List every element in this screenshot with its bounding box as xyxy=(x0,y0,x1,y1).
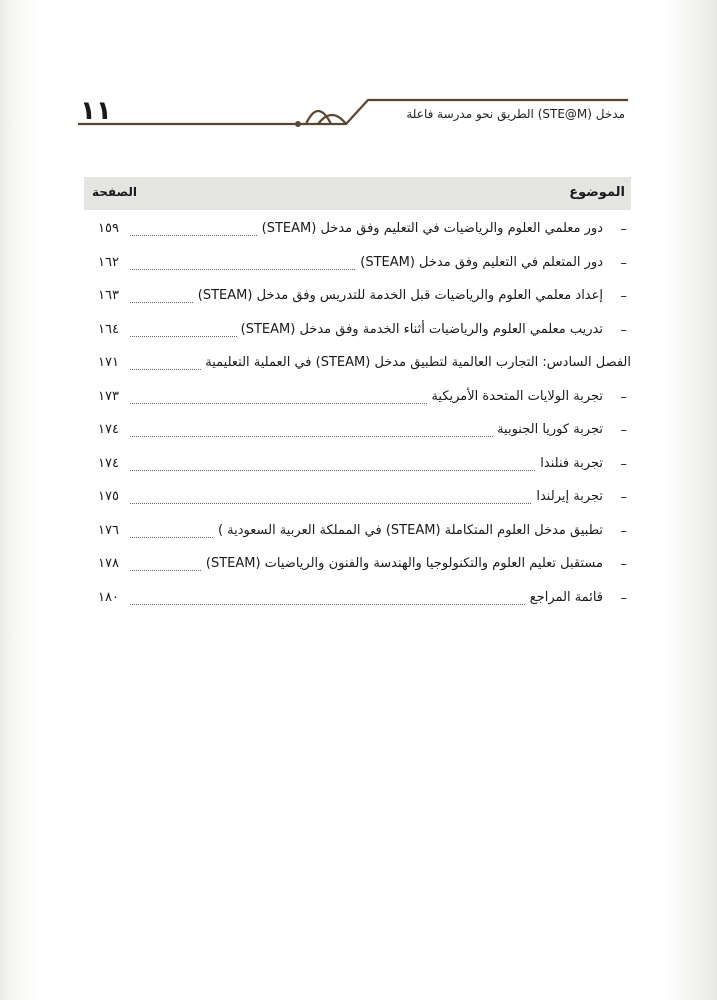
toc-entry-dash: – xyxy=(620,222,627,237)
toc-list xyxy=(84,215,631,617)
toc-entry-page: ١٧١ xyxy=(98,355,119,370)
toc-entry-dash: – xyxy=(620,423,627,438)
toc-entry-page: ١٦٢ xyxy=(98,254,119,270)
toc-entry xyxy=(84,416,631,450)
toc-entry-dash: – xyxy=(620,255,627,271)
toc-page-label: الصفحة xyxy=(92,185,138,199)
page-number: ١١ xyxy=(80,96,112,126)
header-dot-ornament xyxy=(295,121,301,127)
toc-entry-page: ١٥٩ xyxy=(98,221,119,236)
toc-entry-dash: – xyxy=(620,490,627,505)
toc-entry xyxy=(84,550,631,584)
toc-dot-leader xyxy=(130,470,601,471)
toc-entry-page: ١٧٤ xyxy=(98,455,119,471)
toc-entry-title: تجربة كوريا الجنوبية xyxy=(493,422,603,437)
toc-entry-title: تجربة فنلندا xyxy=(536,456,603,471)
toc-entry-dash: – xyxy=(620,456,627,472)
toc-entry-page: ١٦٣ xyxy=(98,288,119,303)
toc-entry xyxy=(84,517,631,551)
toc-entry-page: ١٨٠ xyxy=(98,589,119,605)
toc-chapter-title: الفصل السادس: التجارب العالمية لتطبيق مدخل (STEAM) في العملية التعليمية xyxy=(201,355,631,370)
toc-entry-title: تجربة الولايات المتحدة الأمريكية xyxy=(427,389,603,404)
toc-entry-dash: – xyxy=(620,557,627,572)
toc-entry-page: ١٧٦ xyxy=(98,522,119,538)
toc-topic-label: الموضوع xyxy=(569,185,625,200)
toc-entry-title: دور معلمي العلوم والرياضيات في التعليم وفق مدخل (STEAM) xyxy=(258,221,603,236)
toc-entry xyxy=(84,282,631,316)
toc-entry xyxy=(84,249,631,283)
toc-entry xyxy=(84,450,631,484)
toc-entry-page: ١٧٣ xyxy=(98,388,119,404)
toc-entry-title: تدريب معلمي العلوم والرياضيات أثناء الخدمة وفق مدخل (STEAM) xyxy=(237,322,603,337)
toc-entry xyxy=(84,316,631,350)
toc-dot-leader xyxy=(130,503,601,504)
toc-entry-page: ١٧٥ xyxy=(98,489,119,504)
toc-entry xyxy=(84,215,631,249)
toc-entry-title: مستقبل تعليم العلوم والتكنولوجيا والهندسة والفنون والرياضيات (STEAM) xyxy=(202,556,603,571)
toc-entry-page: ١٧٤ xyxy=(98,422,119,437)
toc-entry-dash: – xyxy=(620,590,627,606)
toc-entry-title: تجربة إيرلندا xyxy=(532,489,603,504)
toc-entry-dash: – xyxy=(620,322,627,338)
header-arch-small xyxy=(318,115,346,124)
toc-entry-dash: – xyxy=(620,389,627,405)
toc-entry-page: ١٧٨ xyxy=(98,556,119,571)
toc-chapter-entry xyxy=(84,349,631,383)
toc-entry xyxy=(84,483,631,517)
toc-entry xyxy=(84,584,631,618)
toc-entry-title: قائمة المراجع xyxy=(526,590,603,605)
toc-entry-title: دور المتعلم في التعليم وفق مدخل (STEAM) xyxy=(356,255,603,270)
toc-entry-dash: – xyxy=(620,289,627,304)
toc-entry-page: ١٦٤ xyxy=(98,321,119,337)
toc-header-bar xyxy=(84,177,631,210)
running-title: مدخل (STE@M) الطريق نحو مدرسة فاعلة xyxy=(406,107,625,121)
toc-entry xyxy=(84,383,631,417)
toc-entry-title: إعداد معلمي العلوم والرياضيات قبل الخدمة للتدريس وفق مدخل (STEAM) xyxy=(194,288,603,303)
toc-entry-title: تطبيق مدخل العلوم المتكاملة (STEAM) في المملكة العربية السعودية ) xyxy=(214,523,603,538)
toc-entry-dash: – xyxy=(620,523,627,539)
